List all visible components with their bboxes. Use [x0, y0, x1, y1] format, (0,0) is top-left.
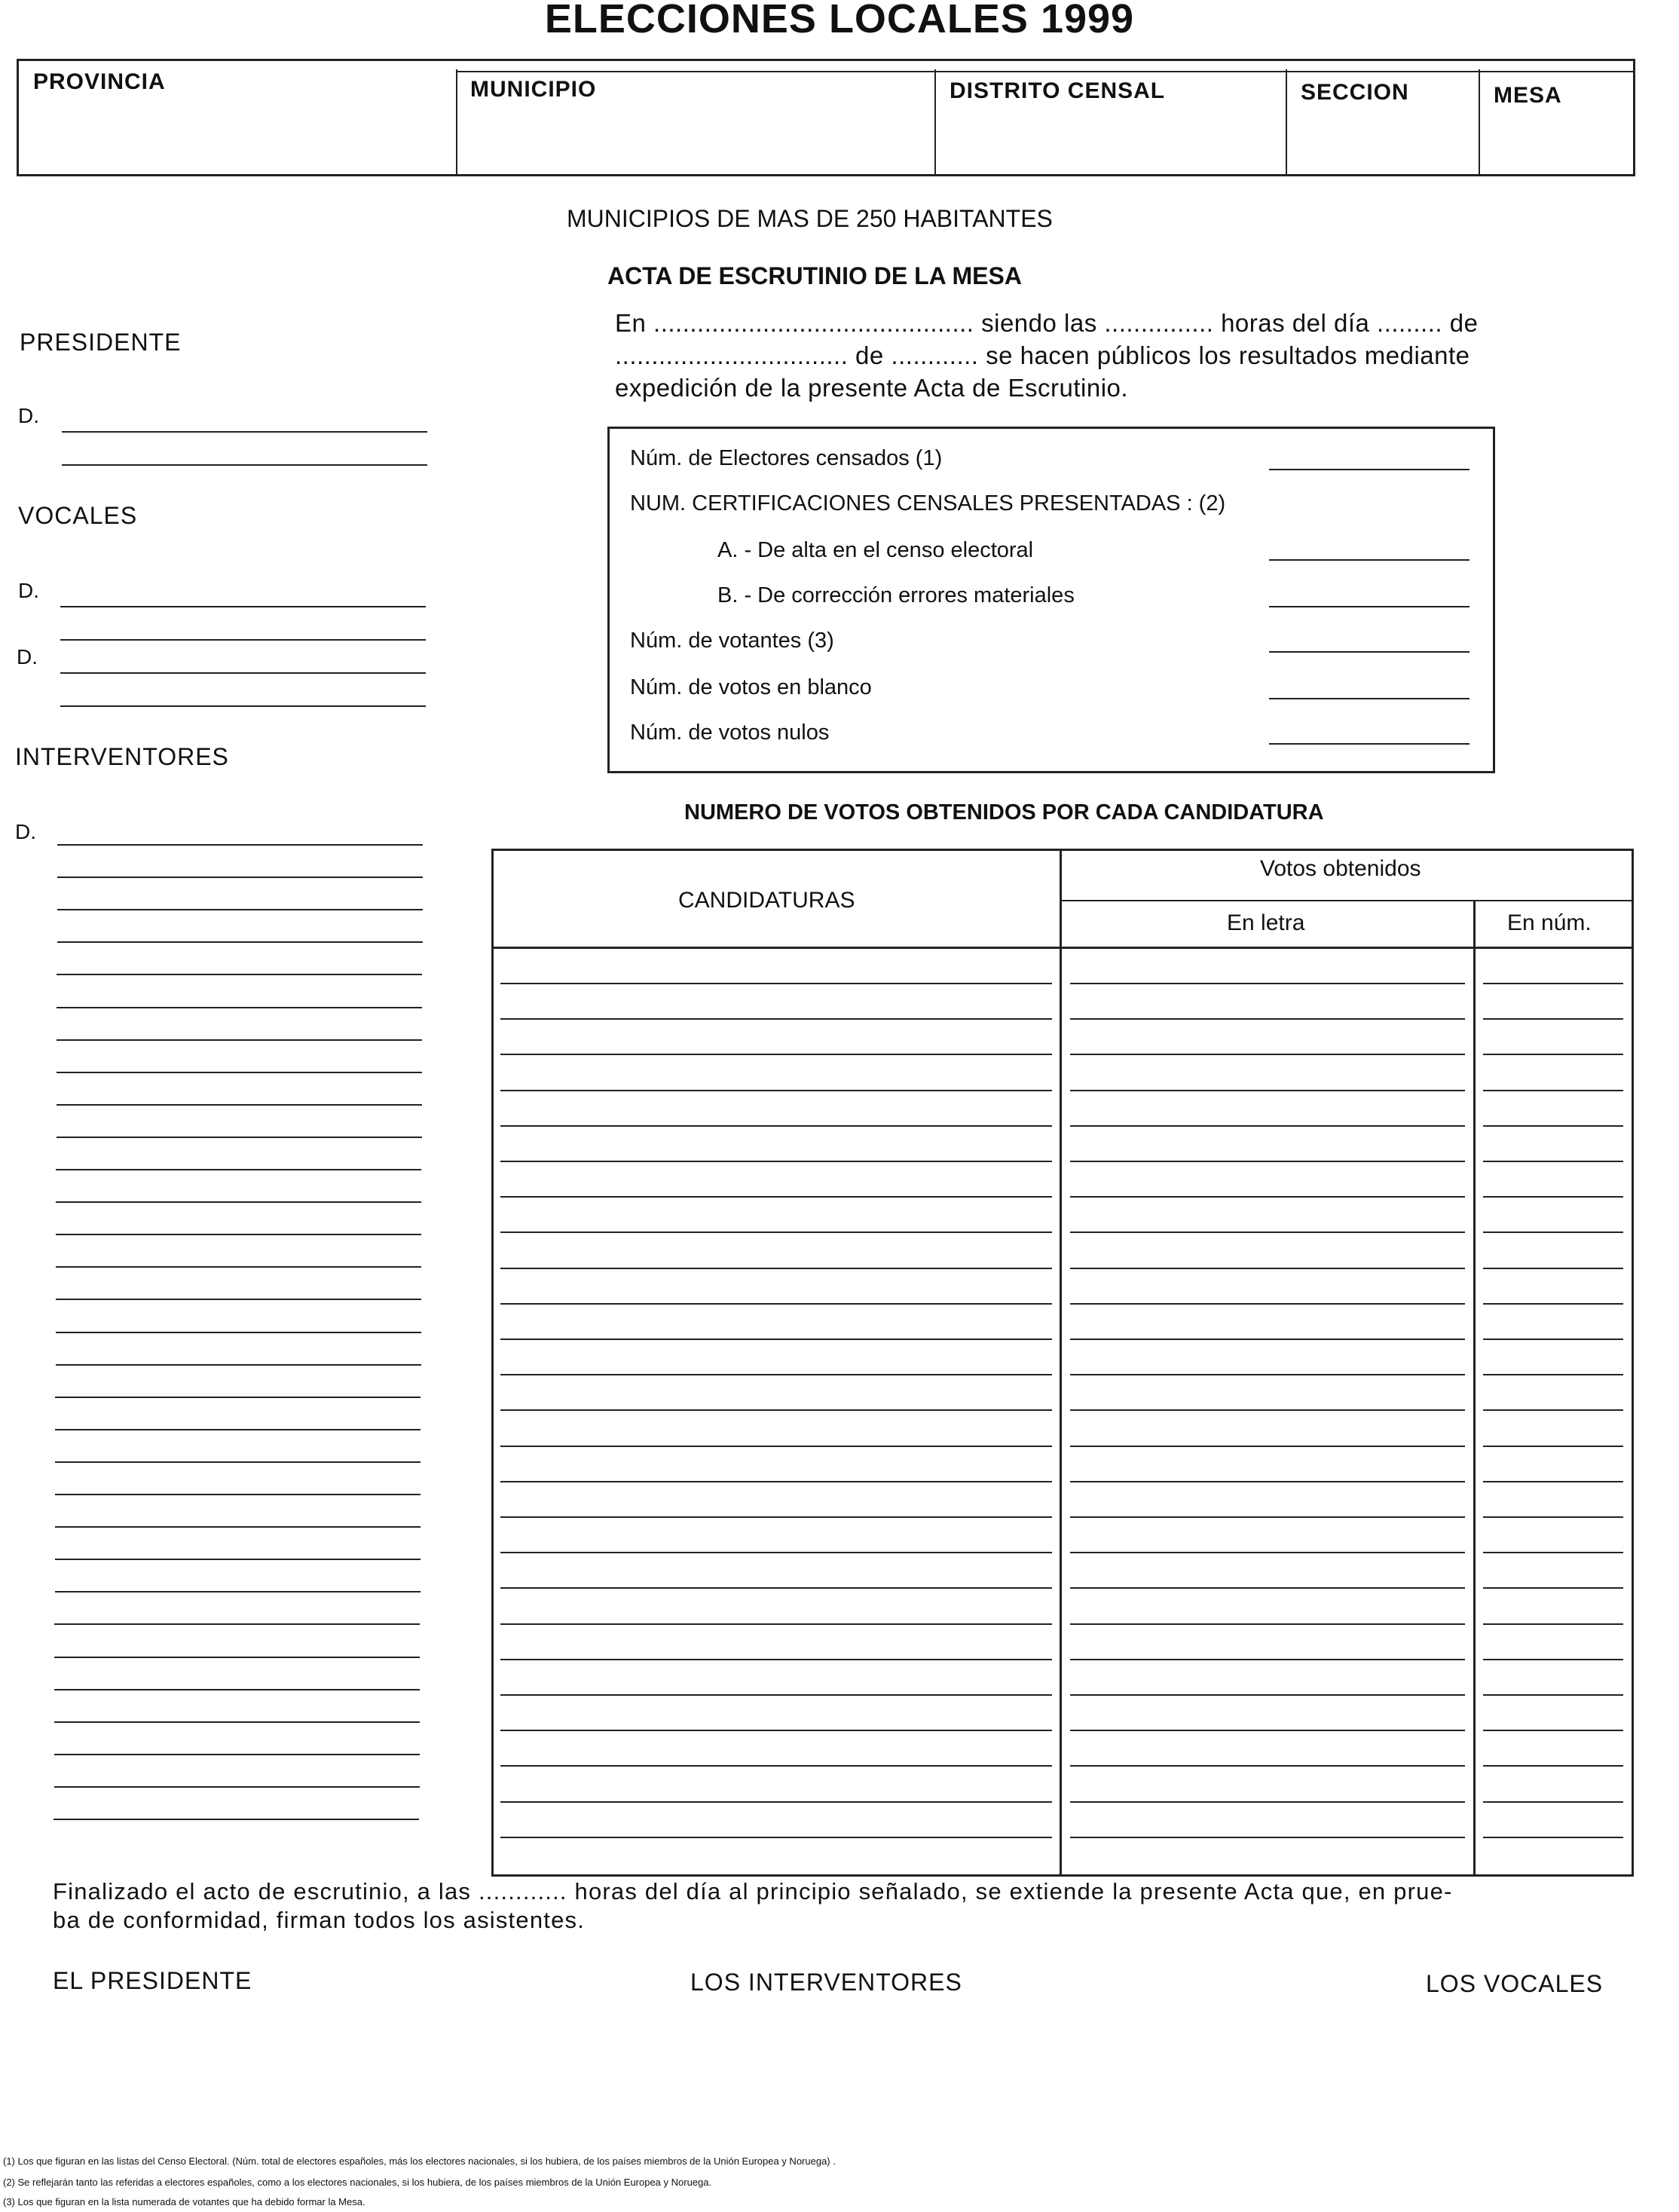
mesa-field-label: MESA: [1494, 83, 1562, 108]
en-num-line[interactable]: [1483, 1552, 1623, 1553]
seccion-field-label: SECCION: [1301, 80, 1409, 105]
en-letra-line[interactable]: [1070, 1481, 1465, 1482]
interventor-signature-line: [55, 1526, 421, 1528]
vocal-signature-line: [60, 672, 426, 674]
result-label: Núm. de votantes (3): [630, 629, 834, 653]
en-num-line[interactable]: [1483, 1659, 1623, 1660]
interventor-signature-line: [56, 1201, 421, 1203]
interventor-signature-line: [57, 1007, 422, 1008]
candidatura-line[interactable]: [500, 1801, 1052, 1803]
en-letra-line[interactable]: [1070, 1837, 1465, 1838]
en-letra-line[interactable]: [1070, 1231, 1465, 1233]
candidatura-line[interactable]: [500, 1018, 1052, 1020]
en-letra-line[interactable]: [1070, 1054, 1465, 1055]
candidatura-line[interactable]: [500, 1231, 1052, 1233]
table-header-line: [491, 947, 1634, 949]
interventor-signature-line: [54, 1689, 420, 1690]
table-header-line: [1060, 900, 1634, 901]
result-label: Núm. de votos en blanco: [630, 675, 872, 699]
en-num-line[interactable]: [1483, 1125, 1623, 1127]
en-num-line[interactable]: [1483, 1268, 1623, 1269]
en-letra-line[interactable]: [1070, 1765, 1465, 1767]
en-num-line[interactable]: [1483, 1374, 1623, 1375]
vocal-signature-line: [60, 606, 426, 607]
en-letra-line[interactable]: [1070, 1446, 1465, 1447]
result-blank-line[interactable]: [1269, 559, 1470, 561]
interventor-signature-line: [55, 1397, 421, 1398]
interventor-signature-line: [57, 1039, 422, 1041]
interventor-signature-line: [54, 1721, 420, 1723]
candidatura-line[interactable]: [500, 1837, 1052, 1838]
header-divider: [934, 69, 936, 175]
interventor-signature-line: [57, 974, 422, 975]
candidaturas-header: CANDIDATURAS: [678, 888, 855, 913]
candidatura-line[interactable]: [500, 1161, 1052, 1162]
signature-vocales: LOS VOCALES: [1426, 1970, 1604, 1997]
candidatura-line[interactable]: [500, 1374, 1052, 1375]
result-blank-line[interactable]: [1269, 651, 1470, 653]
closing-line: ba de conformidad, firman todos los asistentes.: [53, 1907, 586, 1933]
en-letra-line[interactable]: [1070, 1516, 1465, 1518]
subtitle: MUNICIPIOS DE MAS DE 250 HABITANTES: [567, 205, 1053, 232]
en-num-line[interactable]: [1483, 1339, 1623, 1340]
interventor-signature-line: [54, 1819, 419, 1820]
document-title: ELECCIONES LOCALES 1999: [544, 0, 1135, 41]
signature-presidente: EL PRESIDENTE: [53, 1967, 252, 1994]
interventor-signature-line: [56, 1364, 421, 1366]
interventor-signature-line: [56, 1266, 421, 1268]
intro-line: expedición de la presente Acta de Escrutinio.: [615, 374, 1129, 402]
interventor-signature-line: [56, 1299, 421, 1300]
municipio-field-label: MUNICIPIO: [470, 77, 597, 102]
en-letra-line[interactable]: [1070, 1659, 1465, 1660]
candidatura-line[interactable]: [500, 1623, 1052, 1625]
en-num-line[interactable]: [1483, 1730, 1623, 1731]
en-num-line[interactable]: [1483, 1481, 1623, 1482]
en-letra-line[interactable]: [1070, 1161, 1465, 1162]
footnote: (3) Los que figuran en la lista numerada de votantes que ha debido formar la Mesa.: [3, 2196, 365, 2207]
votes-section-title: NUMERO DE VOTOS OBTENIDOS POR CADA CANDIDATURA: [684, 800, 1324, 825]
header-divider: [1286, 69, 1287, 175]
interventor-signature-line: [57, 1072, 422, 1073]
en-letra-line[interactable]: [1070, 1090, 1465, 1091]
interventor-signature-line: [55, 1559, 421, 1560]
en-num-line[interactable]: [1483, 1161, 1623, 1162]
en-num-line[interactable]: [1483, 1694, 1623, 1696]
en-num-line[interactable]: [1483, 1090, 1623, 1091]
candidatura-line[interactable]: [500, 1339, 1052, 1340]
presidente-signature-line: [62, 431, 427, 433]
en-num-line[interactable]: [1483, 1018, 1623, 1020]
closing-line: Finalizado el acto de escrutinio, a las ............ horas del día al principio señalado, se extiende la presente Acta que, en prue-: [53, 1878, 1453, 1905]
interventores-heading: INTERVENTORES: [15, 743, 229, 770]
vocal-d-label: D.: [18, 579, 39, 602]
candidatura-line[interactable]: [500, 1054, 1052, 1055]
candidatura-line[interactable]: [500, 1481, 1052, 1482]
candidatura-line[interactable]: [500, 1516, 1052, 1518]
vocal-signature-line: [60, 705, 426, 707]
en-letra-line[interactable]: [1070, 1268, 1465, 1269]
interventor-signature-line: [55, 1494, 421, 1495]
result-label: A. - De alta en el censo electoral: [717, 538, 1034, 562]
header-divider: [1479, 69, 1480, 175]
candidatura-line[interactable]: [500, 1730, 1052, 1731]
interventor-signature-line: [57, 1137, 422, 1138]
candidatura-line[interactable]: [500, 1659, 1052, 1660]
en-letra-header: En letra: [1227, 910, 1305, 935]
interventor-signature-line: [57, 1104, 422, 1106]
en-letra-line[interactable]: [1070, 1694, 1465, 1696]
intro-line: ................................ de ............ se hacen públicos los resultados mediante: [615, 341, 1470, 369]
en-letra-line[interactable]: [1070, 1339, 1465, 1340]
result-label: B. - De corrección errores materiales: [717, 583, 1075, 607]
candidatura-line[interactable]: [500, 1552, 1052, 1553]
vocales-heading: VOCALES: [18, 502, 138, 529]
candidatura-line[interactable]: [500, 1446, 1052, 1447]
votos-obtenidos-header: Votos obtenidos: [1260, 856, 1421, 881]
candidatura-line[interactable]: [500, 1409, 1052, 1411]
candidatura-line[interactable]: [500, 1196, 1052, 1198]
en-num-line[interactable]: [1483, 1231, 1623, 1233]
candidatura-line[interactable]: [500, 1125, 1052, 1127]
candidatura-line[interactable]: [500, 1268, 1052, 1269]
candidatura-line[interactable]: [500, 1587, 1052, 1589]
header-top-line: [456, 71, 1635, 72]
interventor-signature-line: [54, 1657, 420, 1658]
en-num-line[interactable]: [1483, 1516, 1623, 1518]
candidatura-line[interactable]: [500, 1303, 1052, 1305]
header-fields-box: [17, 59, 1635, 176]
interventor-d-label: D.: [15, 820, 36, 843]
interventor-signature-line: [57, 909, 423, 910]
interventor-signature-line: [56, 1332, 421, 1333]
interventor-signature-line: [54, 1623, 420, 1625]
en-letra-line[interactable]: [1070, 1374, 1465, 1375]
interventor-signature-line: [54, 1786, 420, 1788]
en-letra-line[interactable]: [1070, 983, 1465, 984]
en-letra-line[interactable]: [1070, 1587, 1465, 1589]
en-num-line[interactable]: [1483, 1196, 1623, 1198]
interventor-signature-line: [54, 1754, 420, 1755]
votes-table: [491, 849, 1634, 1877]
en-letra-line[interactable]: [1070, 1196, 1465, 1198]
en-num-line[interactable]: [1483, 1801, 1623, 1803]
en-num-line[interactable]: [1483, 1587, 1623, 1589]
result-label: Núm. de votos nulos: [630, 721, 830, 745]
footnote: (1) Los que figuran en las listas del Censo Electoral. (Núm. total de electores españoles, más los electores nacionales, si los hubiera, de los países miembros de la Unión Europea y Noruega) .: [3, 2155, 836, 2167]
table-divider: [1473, 901, 1476, 1875]
en-num-line[interactable]: [1483, 1765, 1623, 1767]
interventor-signature-line: [56, 1169, 421, 1170]
interventor-signature-line: [56, 1234, 421, 1235]
en-letra-line[interactable]: [1070, 1018, 1465, 1020]
vocal-d-label: D.: [17, 645, 38, 668]
result-blank-line[interactable]: [1269, 698, 1470, 699]
result-blank-line[interactable]: [1269, 606, 1470, 607]
signature-interventores: LOS INTERVENTORES: [690, 1969, 962, 1996]
en-letra-line[interactable]: [1070, 1125, 1465, 1127]
interventor-signature-line: [55, 1591, 421, 1592]
presidente-signature-line: [62, 464, 427, 466]
act-title: ACTA DE ESCRUTINIO DE LA MESA: [607, 262, 1022, 289]
en-letra-line[interactable]: [1070, 1552, 1465, 1553]
header-divider: [456, 69, 457, 175]
interventor-signature-line: [57, 844, 423, 846]
interventor-signature-line: [57, 877, 423, 878]
vocal-signature-line: [60, 639, 426, 641]
en-num-line[interactable]: [1483, 1054, 1623, 1055]
en-letra-line[interactable]: [1070, 1730, 1465, 1731]
footnote: (2) Se reflejarán tanto las referidas a electores españoles, como a los electores nacionales, si los hubiera, de los países miembros de la Unión Europea y Noruega.: [3, 2177, 712, 2188]
intro-line: En ............................................ siendo las ............... horas del día ......... de: [615, 309, 1479, 337]
en-num-line[interactable]: [1483, 983, 1623, 984]
en-letra-line[interactable]: [1070, 1623, 1465, 1625]
en-num-line[interactable]: [1483, 1837, 1623, 1838]
en-num-header: En núm.: [1507, 910, 1592, 935]
presidente-d-label: D.: [18, 404, 39, 427]
en-letra-line[interactable]: [1070, 1409, 1465, 1411]
candidatura-line[interactable]: [500, 1765, 1052, 1767]
result-label: NUM. CERTIFICACIONES CENSALES PRESENTADAS : (2): [630, 491, 1226, 516]
table-divider: [1060, 850, 1062, 1875]
en-num-line[interactable]: [1483, 1446, 1623, 1447]
provincia-field-label: PROVINCIA: [33, 69, 166, 94]
presidente-heading: PRESIDENTE: [20, 329, 182, 356]
candidatura-line[interactable]: [500, 1090, 1052, 1091]
en-num-line[interactable]: [1483, 1623, 1623, 1625]
distrito-censal-field-label: DISTRITO CENSAL: [950, 78, 1166, 103]
interventor-signature-line: [57, 941, 423, 943]
result-label: Núm. de Electores censados (1): [630, 446, 943, 470]
en-letra-line[interactable]: [1070, 1801, 1465, 1803]
candidatura-line[interactable]: [500, 1694, 1052, 1696]
en-num-line[interactable]: [1483, 1303, 1623, 1305]
candidatura-line[interactable]: [500, 983, 1052, 984]
interventor-signature-line: [55, 1429, 421, 1430]
result-blank-line[interactable]: [1269, 469, 1470, 470]
result-blank-line[interactable]: [1269, 743, 1470, 745]
en-letra-line[interactable]: [1070, 1303, 1465, 1305]
interventor-signature-line: [55, 1461, 421, 1463]
en-num-line[interactable]: [1483, 1409, 1623, 1411]
